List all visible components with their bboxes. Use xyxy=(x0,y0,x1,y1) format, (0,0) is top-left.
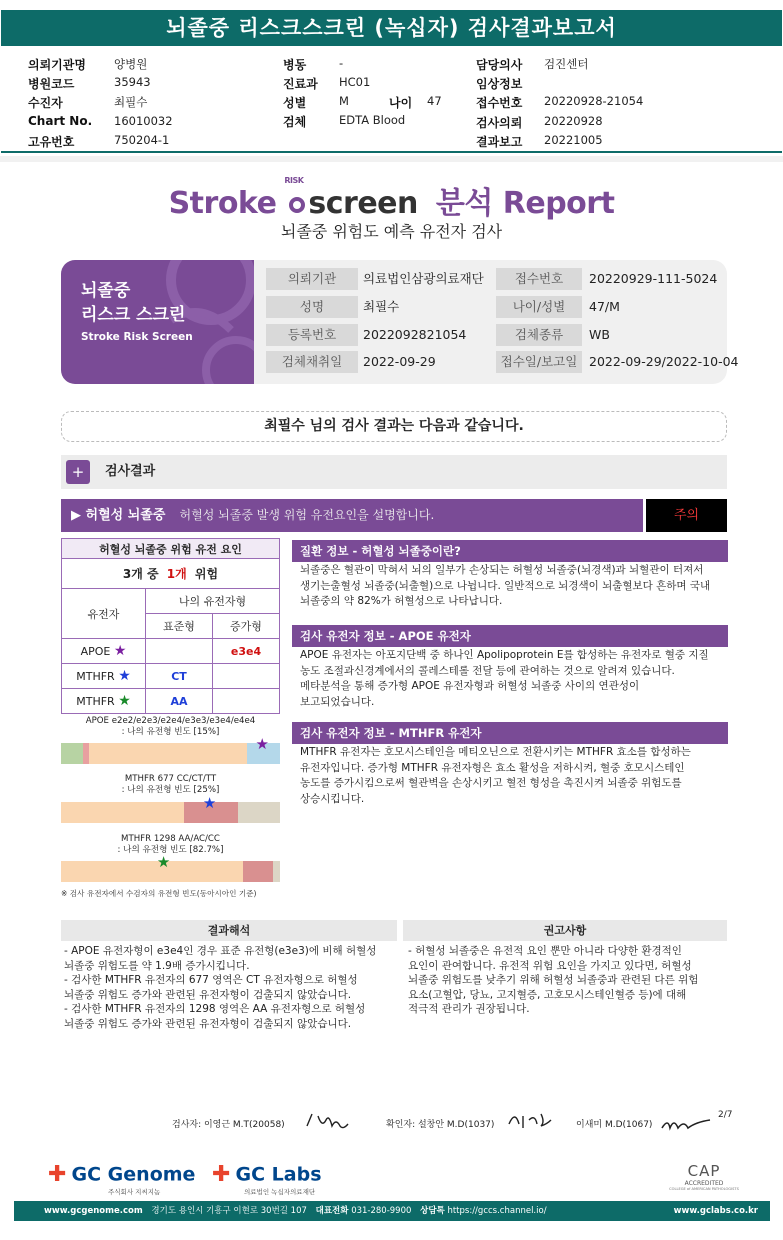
other-doctor-label: 이새미 M.D(1067) xyxy=(576,1120,653,1130)
card-title-en: Stroke Risk Screen xyxy=(81,331,193,343)
label-unique-no: 고유번호 xyxy=(28,135,75,149)
count-prefix: 3개 중 xyxy=(122,567,159,581)
gene-risk-count xyxy=(62,559,280,589)
card-value-specimen-type: WB xyxy=(589,327,610,342)
freq-segment xyxy=(243,861,274,882)
label-sex: 성별 xyxy=(283,96,307,110)
examiner-signature xyxy=(304,1110,352,1132)
freq-label-mthfr1298 xyxy=(61,834,280,856)
card-value-collection-date: 2022-09-29 xyxy=(363,354,436,369)
gcgenome-logo xyxy=(48,1162,198,1196)
star-icon: ★ xyxy=(113,643,127,659)
card-value-age-sex: 47/M xyxy=(589,299,620,314)
text-line: 농도 조절과신경계에서의 콜레스테롤 전달 등에 관여하는 것으로 알려져 있습니다. xyxy=(300,664,675,677)
text-line: 유전자입니다. 증가형 MTHFR 유전자형은 효소 활성을 저하시켜, 혈중 호모시스테인 xyxy=(300,761,685,774)
card-label-receipt: 접수번호 xyxy=(496,268,582,290)
text-line: 뇌졸중 위험도 증가와 관련된 유전자형이 검출되지 않았습니다. xyxy=(64,988,352,1001)
medical-folder-icon: + xyxy=(66,460,90,484)
value-requester: 양병원 xyxy=(114,57,148,71)
text-line: 보고되었습니다. xyxy=(300,695,375,708)
freq-note: ※ 검사 유전자에서 수검자의 유전형 빈도(동아시아인 기준) xyxy=(61,889,257,898)
stroke-screen-logo xyxy=(0,178,783,222)
label-dept: 진료과 xyxy=(283,77,318,91)
text-line: 뇌졸중 위험도를 약 1.9배 증가시킵니다. xyxy=(64,959,250,972)
footer-phone: 031-280-9900 xyxy=(351,1206,412,1216)
card-label-dates: 접수일/보고일 xyxy=(496,351,582,373)
freq-label-line2: : 나의 유전형 빈도 [15%] xyxy=(121,727,220,737)
risk-level-badge: 주의 xyxy=(646,499,727,532)
label-chart-no: Chart No. xyxy=(28,114,93,128)
value-patient: 최필수 xyxy=(114,95,148,109)
footer-address: 경기도 용인시 기흥구 이현로 30번길 107 xyxy=(151,1206,307,1216)
cap-sub: ACCREDITED xyxy=(684,1180,724,1187)
freq-label-line2: : 나의 유전형 빈도 [25%] xyxy=(121,785,220,795)
header-divider xyxy=(1,151,782,153)
header-shadow xyxy=(0,156,783,162)
card-value-institution: 의료법인삼광의료재단 xyxy=(363,271,484,286)
footer-site-gcgenome[interactable]: www.gcgenome.com xyxy=(44,1206,143,1216)
section-text-disease xyxy=(300,563,725,610)
freq-label-line2: : 나의 유전형 빈도 [82.7%] xyxy=(117,845,224,855)
card-label-institution: 의뢰기관 xyxy=(266,268,358,290)
table-row xyxy=(62,639,280,664)
freq-label-apoe xyxy=(61,716,280,738)
gene-apoe xyxy=(62,639,146,664)
result-heading: 검사결과 xyxy=(105,464,156,479)
count-suffix: 위험 xyxy=(194,567,219,581)
gcgenome-text: GC Genome xyxy=(71,1163,196,1186)
gene-risk-table xyxy=(61,538,280,714)
value-hospital-code: 35943 xyxy=(114,75,151,89)
header-col-2 xyxy=(283,56,483,132)
card-value-reg-no: 2022092821054 xyxy=(363,327,467,342)
section-text-apoe xyxy=(300,648,725,710)
freq-bar-mthfr1298 xyxy=(61,853,280,882)
star-icon: ★ xyxy=(255,735,269,753)
recommendation-title: 권고사항 xyxy=(403,920,727,941)
logo-stroke: Stroke xyxy=(168,186,277,221)
label-doctor: 담당의사 xyxy=(476,58,523,72)
section-text-mthfr xyxy=(300,745,725,807)
gene-table-title: 허혈성 뇌졸중 위험 유전 요인 xyxy=(62,539,280,559)
text-line: 농도를 증가시킴으로써 혈관벽을 손상시키고 혈전 형성을 촉진시켜 뇌졸중 위험도를 xyxy=(300,777,682,789)
table-row xyxy=(62,559,280,589)
logo-report: 분석 Report xyxy=(435,186,615,221)
gene-name: MTHFR xyxy=(76,695,115,708)
gene-mthfr-1298 xyxy=(62,689,146,714)
text-line: APOE 유전자는 아포지단백 중 하나인 Apolipoprotein E를 합성하는 유전자로 혈중 지질 xyxy=(300,649,709,661)
label-report-date: 결과보고 xyxy=(476,135,523,149)
label-hospital-code: 병원코드 xyxy=(28,77,75,91)
text-line: 적극적 관리가 권장됩니다. xyxy=(408,1003,530,1015)
gene-name: MTHFR xyxy=(76,670,115,683)
label-receipt-no: 접수번호 xyxy=(476,96,523,110)
logo-risk-mark xyxy=(284,176,308,221)
card-label-age-sex: 나이/성별 xyxy=(496,296,582,318)
freq-bar-mthfr677 xyxy=(61,794,280,823)
mthfr677-increased xyxy=(212,664,279,689)
card-value-receipt: 20220929-111-5024 xyxy=(589,271,718,286)
freq-bar-apoe xyxy=(61,735,280,764)
other-doctor-signature xyxy=(660,1114,712,1134)
card-value-name: 최필수 xyxy=(363,299,400,314)
label-patient: 수진자 xyxy=(28,96,63,110)
value-report-date: 20221005 xyxy=(544,133,603,147)
count-highlight: 1개 xyxy=(166,567,187,581)
result-heading-bar xyxy=(61,455,727,489)
apoe-standard xyxy=(146,639,213,664)
cap-text: CAP xyxy=(687,1162,721,1180)
star-icon: ★ xyxy=(156,853,171,871)
value-doctor: 검진센터 xyxy=(544,57,589,71)
text-line: 뇌졸중 위험도 증가와 관련된 유전자형이 검출되지 않았습니다. xyxy=(64,1017,352,1030)
header-gene: 유전자 xyxy=(62,589,146,639)
logo-ring-icon xyxy=(289,197,305,213)
freq-label-mthfr677 xyxy=(61,774,280,796)
footer-site-gclabs[interactable]: www.gclabs.co.kr xyxy=(673,1206,758,1216)
value-specimen: EDTA Blood xyxy=(339,113,406,127)
header-standard: 표준형 xyxy=(146,614,213,639)
card-value-dates: 2022-09-29/2022-10-04 xyxy=(589,354,739,369)
value-chart-no: 16010032 xyxy=(114,114,173,128)
header-my-genotype: 나의 유전자형 xyxy=(146,589,280,614)
footer-chat-link[interactable]: https://gccs.channel.io/ xyxy=(447,1206,547,1216)
table-row xyxy=(62,539,280,559)
gene-mthfr-677 xyxy=(62,664,146,689)
text-line: 메타분석을 통해 증가형 APOE 유전자형과 허혈성 뇌졸중 사이의 연관성이 xyxy=(300,680,640,692)
text-line: 뇌졸중 위험도를 낮추기 위해 허혈성 뇌졸중과 관련된 다른 위험 xyxy=(408,974,699,986)
section-title-mthfr: 검사 유전자 정보 - MTHFR 유전자 xyxy=(292,722,728,744)
freq-segment xyxy=(273,861,280,882)
stroke-type-desc: 허혈성 뇌졸중 발생 위험 유전요인을 설명합니다. xyxy=(179,508,435,522)
freq-label-line1: MTHFR 677 CC/CT/TT xyxy=(124,774,217,784)
section-title-apoe: 검사 유전자 정보 - APOE 유전자 xyxy=(292,625,728,647)
gclabs-text: GC Labs xyxy=(235,1163,322,1186)
mthfr1298-standard: AA xyxy=(146,689,213,714)
apoe-increased: e3e4 xyxy=(212,639,279,664)
text-line: MTHFR 유전자는 호모시스테인을 메티오닌으로 전환시키는 MTHFR 효소를 합성하는 xyxy=(300,746,691,758)
card-brand-panel xyxy=(61,260,254,384)
examiner-label: 검사자: 이영근 M.T(20058) xyxy=(172,1120,285,1130)
card-label-specimen-type: 검체종류 xyxy=(496,324,582,346)
freq-segment xyxy=(238,802,280,823)
confirmer-label: 확인자: 설창안 M.D(1037) xyxy=(386,1120,495,1130)
mthfr1298-increased xyxy=(212,689,279,714)
cap-sub2: COLLEGE of AMERICAN PATHOLOGISTS xyxy=(669,1187,739,1191)
table-row xyxy=(62,589,280,614)
freq-label-line1: MTHFR 1298 AA/AC/CC xyxy=(121,834,220,844)
card-label-reg-no: 등록번호 xyxy=(266,324,358,346)
gc-cross-icon: ✚ xyxy=(48,1162,67,1187)
text-line: - APOE 유전자형이 e3e4인 경우 표준 유전형(e3e3)에 비해 허혈성 xyxy=(64,945,377,957)
gc-cross-icon: ✚ xyxy=(212,1162,231,1187)
table-row xyxy=(62,689,280,714)
freq-segment xyxy=(61,743,83,764)
text-line: 요소(고혈압, 당뇨, 고지혈증, 고호모시스테인혈증 등)에 대해 xyxy=(408,988,687,1001)
page-subtitle: 뇌졸중 위험도 예측 유전자 검사 xyxy=(280,222,503,241)
text-line: 뇌졸중은 혈관이 막혀서 뇌의 일부가 손상되는 허혈성 뇌졸중(뇌경색)과 뇌혈관이 터져서 xyxy=(300,564,704,576)
freq-segment xyxy=(89,743,247,764)
card-title-1: 뇌졸중 xyxy=(81,281,131,301)
footer-phone-label: 대표전화 xyxy=(315,1206,349,1216)
value-request-date: 20220928 xyxy=(544,114,603,128)
interpretation-text xyxy=(64,944,400,1031)
label-specimen: 검체 xyxy=(283,115,307,129)
table-row xyxy=(62,664,280,689)
gene-name: APOE xyxy=(80,645,111,658)
stroke-type-title: ▶ 허혈성 뇌졸중 xyxy=(71,508,166,523)
logo-screen: screen xyxy=(308,186,418,221)
card-label-collection-date: 검체채취일 xyxy=(266,351,358,373)
card-title-2: 리스크 스크린 xyxy=(81,305,186,325)
star-icon: ★ xyxy=(118,668,131,684)
section-title-disease: 질환 정보 - 허혈성 뇌졸중이란? xyxy=(292,540,728,562)
gclabs-sub: 의료법인 녹십자의료재단 xyxy=(244,1188,316,1196)
text-line: - 허혈성 뇌졸중은 유전적 요인 뿐만 아니라 다양한 환경적인 xyxy=(408,945,682,957)
page-number: 2/7 xyxy=(718,1110,733,1120)
text-line: 생기는출혈성 뇌졸중(뇌출혈)으로 나뉩니다. 일반적으로 뇌경색이 뇌출혈보다 흔하며 국내 xyxy=(300,579,711,592)
star-icon: ★ xyxy=(118,693,131,709)
gcgenome-sub: 주식회사 지씨지놈 xyxy=(108,1188,161,1196)
logo-risk: RISK xyxy=(284,176,304,185)
value-age: 47 xyxy=(427,94,442,108)
footer-bar xyxy=(14,1201,770,1221)
star-icon: ★ xyxy=(202,794,217,812)
label-clinical-info: 임상정보 xyxy=(476,77,523,91)
text-line: 상승시킵니다. xyxy=(300,792,365,805)
header-increased: 증가형 xyxy=(212,614,279,639)
value-dept: HC01 xyxy=(339,75,371,89)
freq-segment xyxy=(61,802,184,823)
report-title: 뇌졸중 리스크스크린 (녹십자) 검사결과보고서 xyxy=(166,16,617,40)
interpretation-title: 결과해석 xyxy=(61,920,397,941)
gclabs-logo xyxy=(212,1162,342,1196)
value-ward: - xyxy=(339,56,344,70)
text-line: - 검사한 MTHFR 유전자의 677 영역은 CT 유전자형으로 허혈성 xyxy=(64,974,358,986)
label-requester: 의뢰기관명 xyxy=(28,58,86,72)
greeting-text: 최필수 님의 검사 결과는 다음과 같습니다. xyxy=(264,418,524,434)
freq-label-line1: APOE e2e2/e2e3/e2e4/e3e3/e3e4/e4e4 xyxy=(85,716,256,726)
header-col-1 xyxy=(28,56,288,152)
text-line: 뇌졸중의 약 82%가 허혈성으로 나타납니다. xyxy=(300,595,503,607)
text-line: 요인이 관여합니다. 유전적 위험 요인을 가지고 있다면, 허혈성 xyxy=(408,959,692,972)
footer-chat-label: 상담톡 xyxy=(420,1206,445,1216)
label-age: 나이 xyxy=(389,96,413,110)
header-col-3 xyxy=(476,56,766,152)
value-unique-no: 750204-1 xyxy=(114,133,170,147)
value-receipt-no: 20220928-21054 xyxy=(544,94,644,108)
mthfr677-standard: CT xyxy=(146,664,213,689)
label-request-date: 검사의뢰 xyxy=(476,116,523,130)
freq-segment xyxy=(61,861,243,882)
recommendation-text xyxy=(408,944,728,1017)
label-ward: 병동 xyxy=(283,58,307,72)
cap-logo xyxy=(668,1162,740,1191)
text-line: - 검사한 MTHFR 유전자의 1298 영역은 AA 유전자형으로 허혈성 xyxy=(64,1003,366,1015)
value-sex: M xyxy=(339,94,349,108)
greeting-box xyxy=(61,411,727,442)
report-title-bar xyxy=(1,10,782,46)
card-label-name: 성명 xyxy=(266,296,358,318)
stroke-type-bar xyxy=(61,499,643,532)
confirmer-signature xyxy=(505,1110,553,1132)
